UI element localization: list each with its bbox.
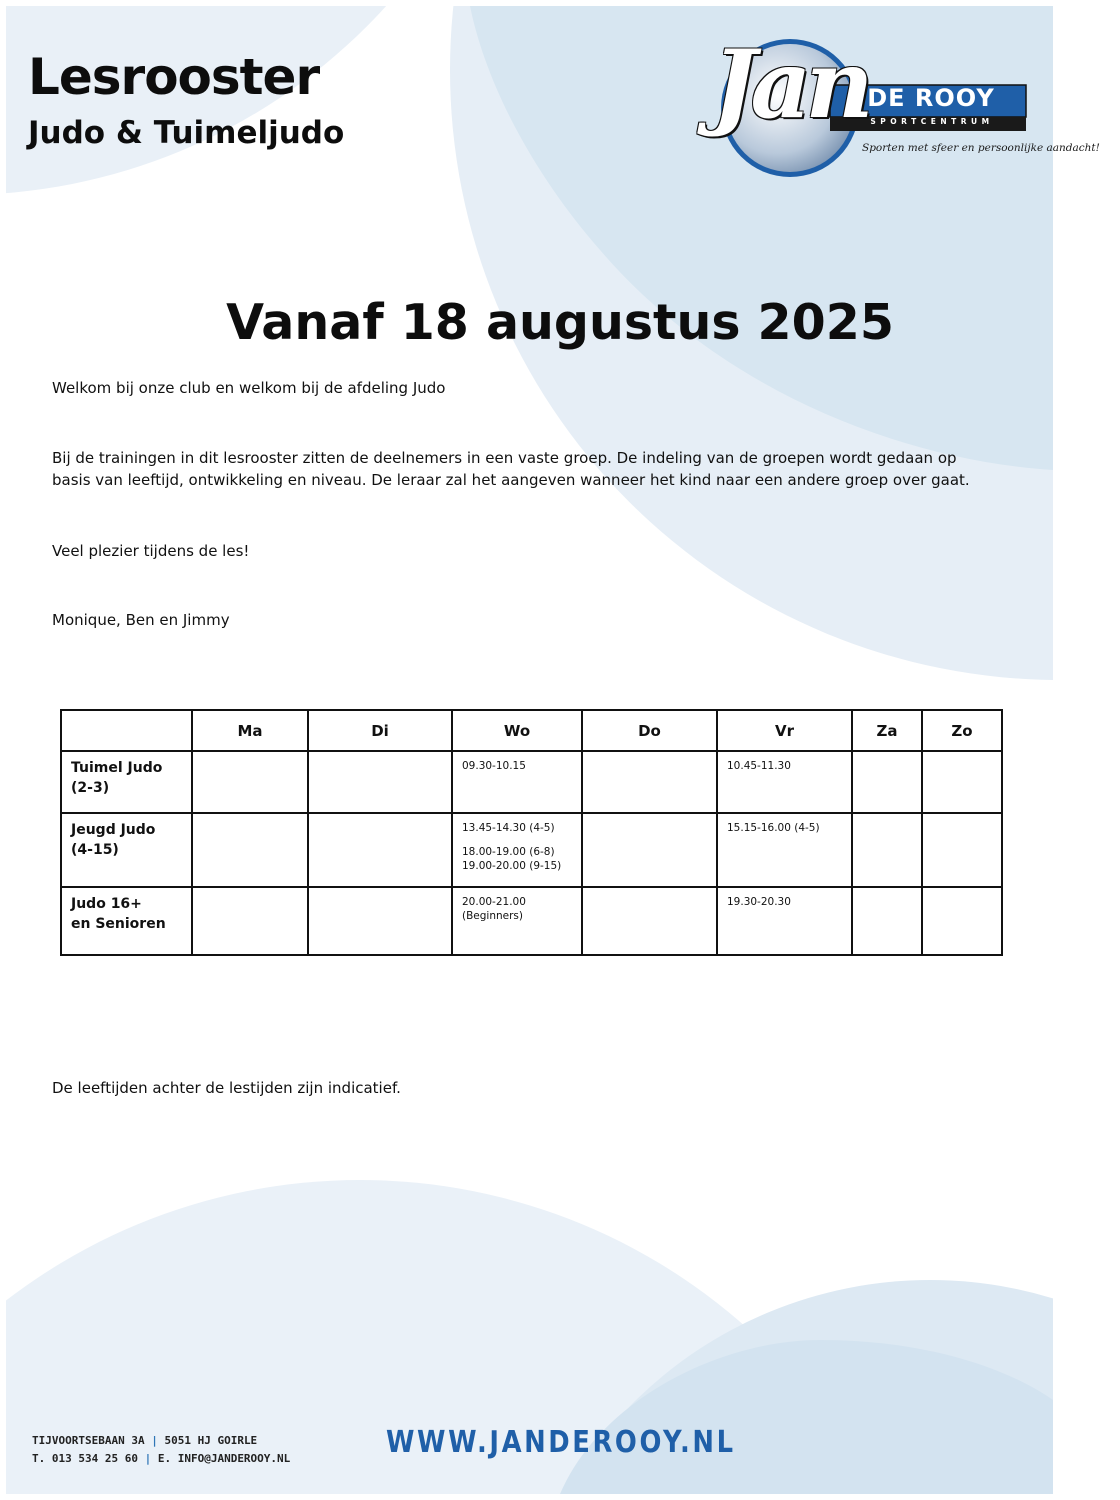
age-note: De leeftijden achter de lestijden zijn indicatief. — [52, 1079, 401, 1097]
footer-phone: T. 013 534 25 60 — [32, 1452, 138, 1465]
day-header: Zo — [922, 710, 1002, 751]
footer-city: 5051 HJ GOIRLE — [164, 1434, 258, 1447]
day-header: Vr — [717, 710, 852, 751]
schedule-cell — [922, 751, 1002, 813]
intro-signature: Monique, Ben en Jimmy — [52, 611, 230, 629]
schedule-cell — [852, 751, 922, 813]
schedule-cell — [582, 887, 717, 955]
schedule-corner-cell — [61, 710, 192, 751]
time-slot: 18.00-19.00 (6-8) — [462, 846, 555, 858]
website-link[interactable]: WWW.JANDEROOY.NL — [386, 1425, 736, 1460]
intro-fun: Veel plezier tijdens de les! — [52, 542, 250, 560]
schedule-cell — [308, 751, 452, 813]
schedule-cell — [308, 887, 452, 955]
time-slot: (Beginners) — [462, 910, 523, 922]
time-slot: 09.30-10.15 — [462, 760, 526, 772]
schedule-cell — [922, 813, 1002, 887]
time-slot: 20.00-21.00 — [462, 896, 526, 908]
schedule-cell — [852, 887, 922, 955]
schedule-row-jeugd-judo — [61, 813, 1002, 887]
logo-sportcentrum-text: SPORTCENTRUM — [870, 117, 994, 126]
time-slot: 13.45-14.30 (4-5) — [462, 822, 555, 834]
row-label-line: Tuimel Judo — [71, 760, 163, 776]
schedule-cell — [582, 751, 717, 813]
schedule-cell — [452, 751, 582, 813]
footer-address-line-2: T. 013 534 25 60 | E. INFO@JANDEROOY.NL — [32, 1452, 291, 1465]
row-label-line: (2-3) — [71, 780, 110, 796]
day-header: Ma — [192, 710, 308, 751]
schedule-cell — [192, 751, 308, 813]
footer-address — [32, 1432, 290, 1468]
intro-welcome: Welkom bij onze club en welkom bij de afdeling Judo — [52, 379, 446, 397]
schedule-cell — [922, 887, 1002, 955]
row-label — [61, 813, 192, 887]
row-label — [61, 887, 192, 955]
schedule-row-tuimel-judo — [61, 751, 1002, 813]
day-header: Wo — [452, 710, 582, 751]
logo-jan-text: Jan — [712, 30, 868, 140]
row-label-line: en Senioren — [71, 916, 166, 932]
schedule-row-judo-senioren — [61, 887, 1002, 955]
schedule-table — [60, 709, 1003, 956]
start-date-headline: Vanaf 18 augustus 2025 — [226, 294, 894, 351]
day-header: Do — [582, 710, 717, 751]
schedule-cell — [452, 813, 582, 887]
row-label-line: Jeugd Judo — [71, 822, 156, 838]
logo-de-rooy-text: DE ROOY — [867, 84, 995, 112]
row-label-line: (4-15) — [71, 842, 119, 858]
page-title: Lesrooster — [28, 48, 320, 106]
footer-email: E. INFO@JANDEROOY.NL — [157, 1452, 291, 1465]
schedule-cell — [192, 813, 308, 887]
schedule-cell — [582, 813, 717, 887]
time-slot: 10.45-11.30 — [727, 760, 791, 772]
schedule-cell — [717, 751, 852, 813]
time-slot: 19.00-20.00 (9-15) — [462, 860, 562, 872]
schedule-cell — [192, 887, 308, 955]
time-slot: 15.15-16.00 (4-5) — [727, 822, 820, 834]
schedule-cell — [452, 887, 582, 955]
footer-address-line-1: TIJVOORTSEBAAN 3A | 5051 HJ GOIRLE — [32, 1434, 258, 1447]
schedule-cell — [852, 813, 922, 887]
row-label — [61, 751, 192, 813]
schedule-cell — [308, 813, 452, 887]
schedule-header-row — [61, 710, 1002, 751]
logo-tagline: Sporten met sfeer en persoonlijke aandacht! — [862, 142, 1100, 154]
row-label-line: Judo 16+ — [71, 896, 142, 912]
time-slot: 19.30-20.30 — [727, 896, 791, 908]
day-header: Di — [308, 710, 452, 751]
page-subtitle: Judo & Tuimeljudo — [28, 115, 345, 151]
footer-street: TIJVOORTSEBAAN 3A — [32, 1434, 145, 1447]
day-header: Za — [852, 710, 922, 751]
schedule-cell — [717, 813, 852, 887]
intro-body: Bij de trainingen in dit lesrooster zitten de deelnemers in een vaste groep. De indeling van de groepen wordt gedaan op basis van leeftijd, ontwikkeling en niveau. De leraar zal het aangeven wanneer het kind naar een andere groep over gaat. — [52, 449, 970, 489]
schedule-cell — [717, 887, 852, 955]
